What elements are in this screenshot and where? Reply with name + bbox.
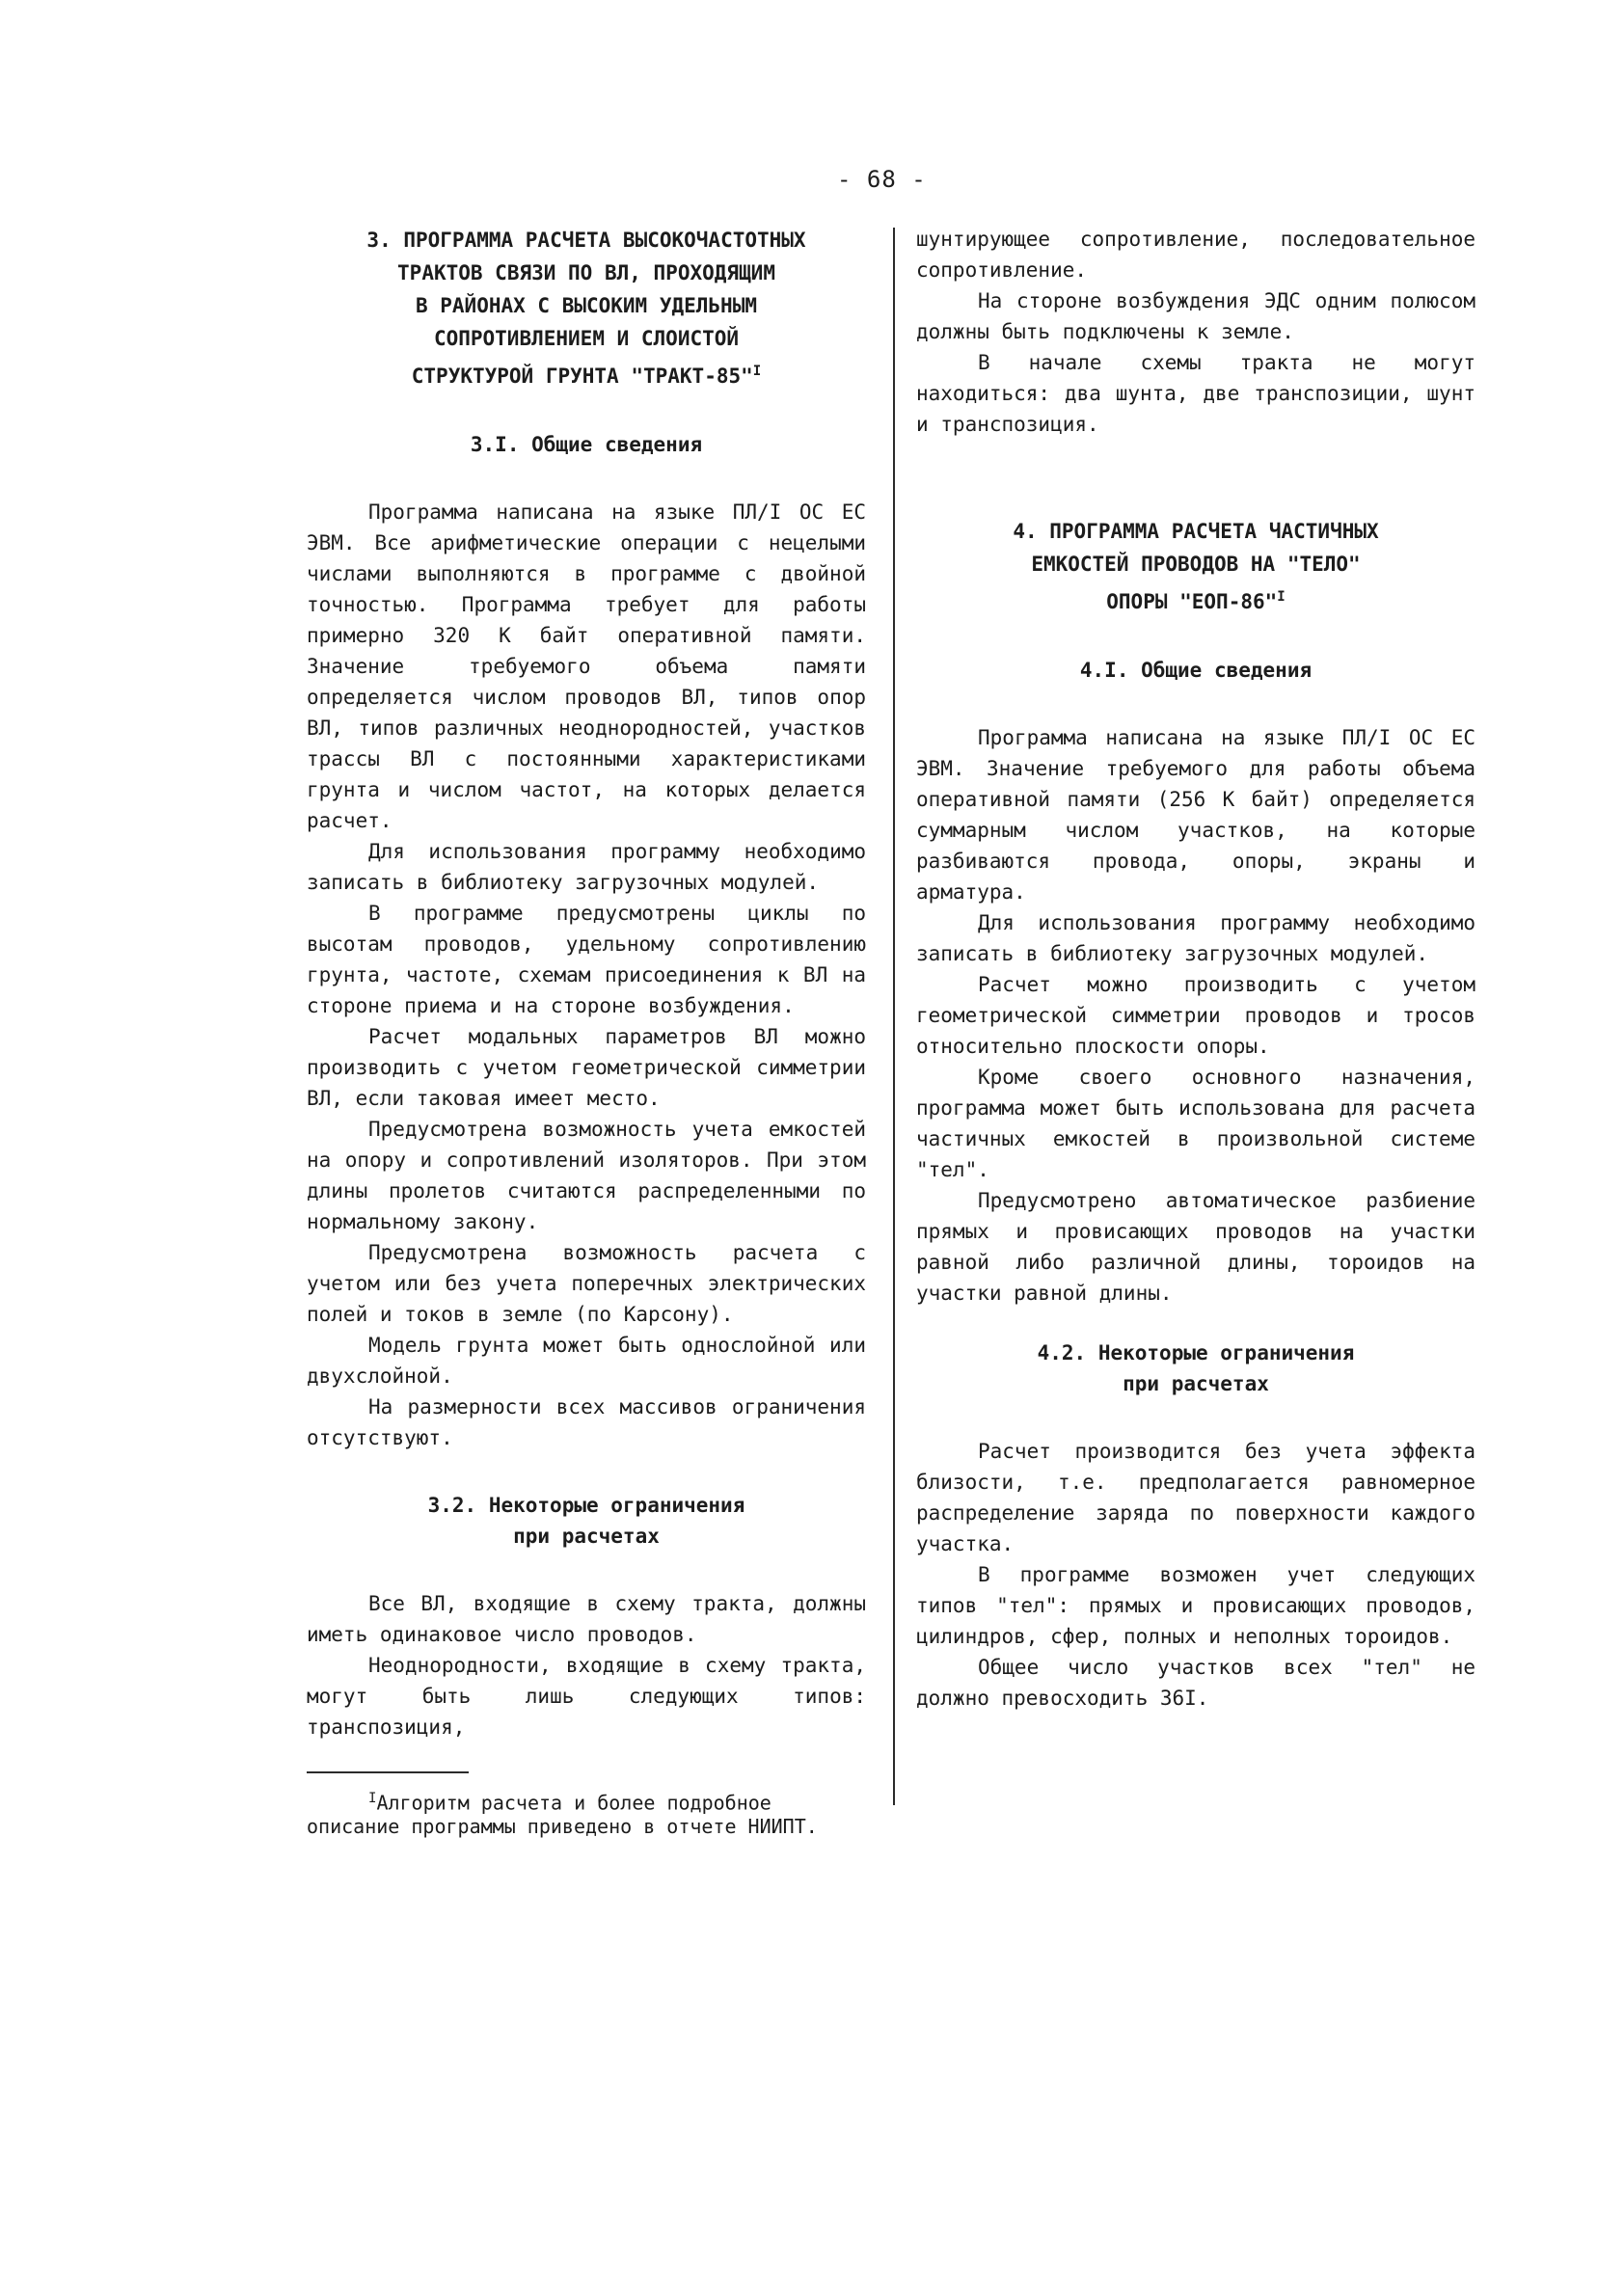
footnote-marker: I [1277,589,1286,605]
section-4-title-last: ОПОРЫ "ЕОП-86" [1106,590,1278,613]
section-3-title-line [307,355,866,392]
paragraph: Модель грунта может быть однослойной или двухслойной. [307,1334,866,1388]
section-4-1-body [916,722,1475,1309]
section-3-title [307,224,866,392]
section-4-title-line: ЕМКОСТЕЙ ПРОВОДОВ НА "ТЕЛО" [1031,553,1361,576]
section-3-1-body [307,497,866,1453]
section-3-title-line: 3. ПРОГРАММА РАСЧЕТА ВЫСОКОЧАСТОТНЫХ [366,229,806,252]
paragraph: Общее число участков всех "тел" не должно превосходить 36I. [916,1656,1475,1710]
section-3-title-line: СОПРОТИВЛЕНИЕМ И СЛОИСТОЙ [433,327,740,350]
paragraph: На стороне возбуждения ЭДС одним полюсом должны быть подключены к земле. [916,289,1475,343]
footnote-rule [307,1771,469,1773]
right-column [916,224,1475,1714]
section-3-title-last: СТРУКТУРОЙ ГРУНТА "ТРАКТ-85" [411,365,753,388]
paragraph: Предусмотрено автоматическое разбиение прямых и провисающих проводов на участки равной либо различной длины, тороидов на участки равной длины. [916,1189,1475,1305]
paragraph: Кроме своего основного назначения, программа может быть использована для расчета частичных емкостей в произвольной системе "тел". [916,1066,1475,1181]
paragraph: Неоднородности, входящие в схему тракта, могут быть лишь следующих типов: транспозиция, [307,1654,866,1739]
paragraph: В программе предусмотрены циклы по высотам проводов, удельному сопротивлению грунта, частоте, схемам присоединения к ВЛ на стороне приема и на стороне возбуждения. [307,902,866,1017]
paragraph: Все ВЛ, входящие в схему тракта, должны иметь одинаковое число проводов. [307,1592,866,1646]
subsection-4-2-title-line: при расчетах [1123,1372,1269,1395]
subsection-3-2-title [307,1490,866,1552]
subsection-3-2-title-line: 3.2. Некоторые ограничения [427,1494,745,1517]
paragraph: На размерности всех массивов ограничения отсутствуют. [307,1395,866,1449]
left-column [307,224,866,1838]
paragraph: В начале схемы тракта не могут находиться: два шунта, две транспозиции, шунт и транспозиция. [916,351,1475,436]
paragraph: Расчет производится без учета эффекта близости, т.е. предполагается равномерное распределение заряда по поверхности каждого участка. [916,1440,1475,1555]
column-divider [893,228,895,1805]
subsection-3-1-title: 3.I. Общие сведения [470,433,703,456]
page-number: - 68 - [837,166,927,193]
paragraph: шунтирующее сопротивление, последовательное сопротивление. [916,228,1475,282]
paragraph: Предусмотрена возможность учета емкостей на опору и сопротивлений изоляторов. При этом длины пролетов считаются распределенными по нормальному закону. [307,1118,866,1233]
section-3-2-body [307,1588,866,1742]
paragraph: Программа написана на языке ПЛ/I ОС ЕС ЭВМ. Значение требуемого для работы объема оперативной памяти (256 К байт) определяется суммарным числом участков, на которые разбиваются провода, опоры, экраны и арматура. [916,726,1475,904]
section-4-title-line [916,581,1475,618]
section-3-2-continued [916,224,1475,440]
footnote-text: Алгоритм расчета и более подробное описание программы приведено в отчете НИИПТ. [307,1791,818,1838]
section-4-title [916,515,1475,618]
section-4-2-body [916,1436,1475,1714]
paragraph: Расчет можно производить с учетом геометрической симметрии проводов и тросов относительно плоскости опоры. [916,973,1475,1058]
footnote [307,1787,866,1838]
paragraph: В программе возможен учет следующих типов "тел": прямых и провисающих проводов, цилиндров, сфер, полных и неполных тороидов. [916,1563,1475,1648]
paragraph: Предусмотрена возможность расчета с учетом или без учета поперечных электрических полей и токов в земле (по Карсону). [307,1241,866,1326]
paragraph: Для использования программу необходимо записать в библиотеку загрузочных модулей. [307,840,866,894]
footnote-marker: I [368,1791,377,1806]
paragraph: Расчет модальных параметров ВЛ можно производить с учетом геометрической симметрии ВЛ, если таковая имеет место. [307,1025,866,1110]
section-4-title-line: 4. ПРОГРАММА РАСЧЕТА ЧАСТИЧНЫХ [1013,520,1379,543]
paragraph: Для использования программу необходимо записать в библиотеку загрузочных модулей. [916,911,1475,965]
section-3-title-line: В РАЙОНАХ С ВЫСОКИМ УДЕЛЬНЫМ [415,294,757,317]
subsection-4-2-title [916,1337,1475,1399]
subsection-3-2-title-line: при расчетах [513,1525,660,1548]
paragraph: Программа написана на языке ПЛ/I ОС ЕС ЭВМ. Все арифметические операции с нецелыми числами выполняются в программе с двойной точностью. Программа требует для работы примерно 320 К байт оперативной памяти. Значение требуемого объема памяти определяется числом проводов ВЛ, типов опор ВЛ, типов различных неоднородностей, участков трассы ВЛ с постоянными характеристиками грунта и числом частот, на которых делается расчет. [307,500,866,832]
section-3-title-line: ТРАКТОВ СВЯЗИ ПО ВЛ, ПРОХОДЯЩИМ [397,261,775,284]
subsection-4-1-title: 4.I. Общие сведения [1079,659,1313,682]
subsection-4-2-title-line: 4.2. Некоторые ограничения [1037,1341,1355,1364]
footnote-marker: I [752,364,762,379]
